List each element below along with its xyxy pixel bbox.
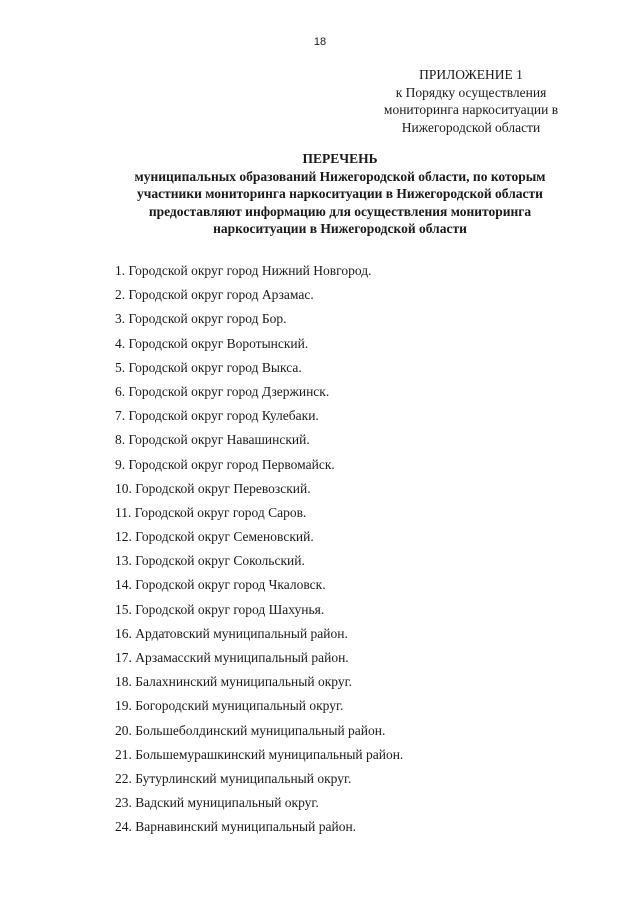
list-item: 3. Городской округ город Бор. bbox=[115, 311, 287, 327]
list-item: 18. Балахнинский муниципальный округ. bbox=[115, 674, 352, 690]
list-item: 11. Городской округ город Саров. bbox=[115, 504, 307, 520]
municipality-list bbox=[115, 262, 403, 843]
heading-line: участники мониторинга наркоситуации в Нижегородской области bbox=[137, 186, 543, 201]
list-item: 21. Большемурашкинский муниципальный район. bbox=[115, 746, 404, 762]
list-item: 16. Ардатовский муниципальный район. bbox=[115, 625, 348, 641]
list-item: 7. Городской округ город Кулебаки. bbox=[115, 408, 319, 424]
list-item: 8. Городской округ Навашинский. bbox=[115, 432, 310, 448]
list-item: 1. Городской округ город Нижний Новгород. bbox=[115, 263, 372, 278]
appendix-line: мониторинга наркоситуации в bbox=[383, 102, 559, 117]
page-number: 18 bbox=[313, 36, 327, 48]
list-item: 2. Городской округ город Арзамас. bbox=[115, 287, 314, 303]
list-item: 23. Вадский муниципальный округ. bbox=[115, 795, 319, 811]
list-item: 20. Большеболдинский муниципальный район. bbox=[115, 722, 386, 738]
appendix-line: Нижегородской области bbox=[401, 119, 541, 135]
heading-title: ПЕРЕЧЕНЬ bbox=[302, 151, 378, 166]
list-item: 5. Городской округ город Выкса. bbox=[115, 359, 302, 375]
list-item: 14. Городской округ город Чкаловск. bbox=[115, 577, 326, 593]
list-item: 24. Варнавинский муниципальный район. bbox=[115, 819, 357, 835]
heading-line: наркоситуации в Нижегородской области bbox=[213, 221, 467, 236]
list-item: 4. Городской округ Воротынский. bbox=[115, 335, 309, 351]
list-item: 22. Бутурлинский муниципальный округ. bbox=[115, 770, 352, 786]
list-item: 15. Городской округ город Шахунья. bbox=[115, 601, 325, 617]
document-heading bbox=[60, 150, 620, 238]
heading-line: муниципальных образований Нижегородской области, по которым bbox=[134, 168, 546, 184]
list-item: 6. Городской округ город Дзержинск. bbox=[115, 383, 330, 399]
appendix-header bbox=[356, 66, 586, 136]
heading-line: предоставляют информацию для осуществления мониторинга bbox=[148, 203, 532, 219]
list-item: 17. Арзамасский муниципальный район. bbox=[115, 650, 349, 665]
list-item: 10. Городской округ Перевозский. bbox=[115, 480, 311, 496]
appendix-title: ПРИЛОЖЕНИЕ 1 bbox=[419, 67, 523, 82]
list-item: 19. Богородский муниципальный округ. bbox=[115, 698, 344, 714]
list-item: 13. Городской округ Сокольский. bbox=[115, 553, 305, 569]
appendix-line: к Порядку осуществления bbox=[395, 84, 547, 100]
list-item: 12. Городской округ Семеновский. bbox=[115, 529, 314, 545]
list-item: 9. Городской округ город Первомайск. bbox=[115, 456, 335, 472]
